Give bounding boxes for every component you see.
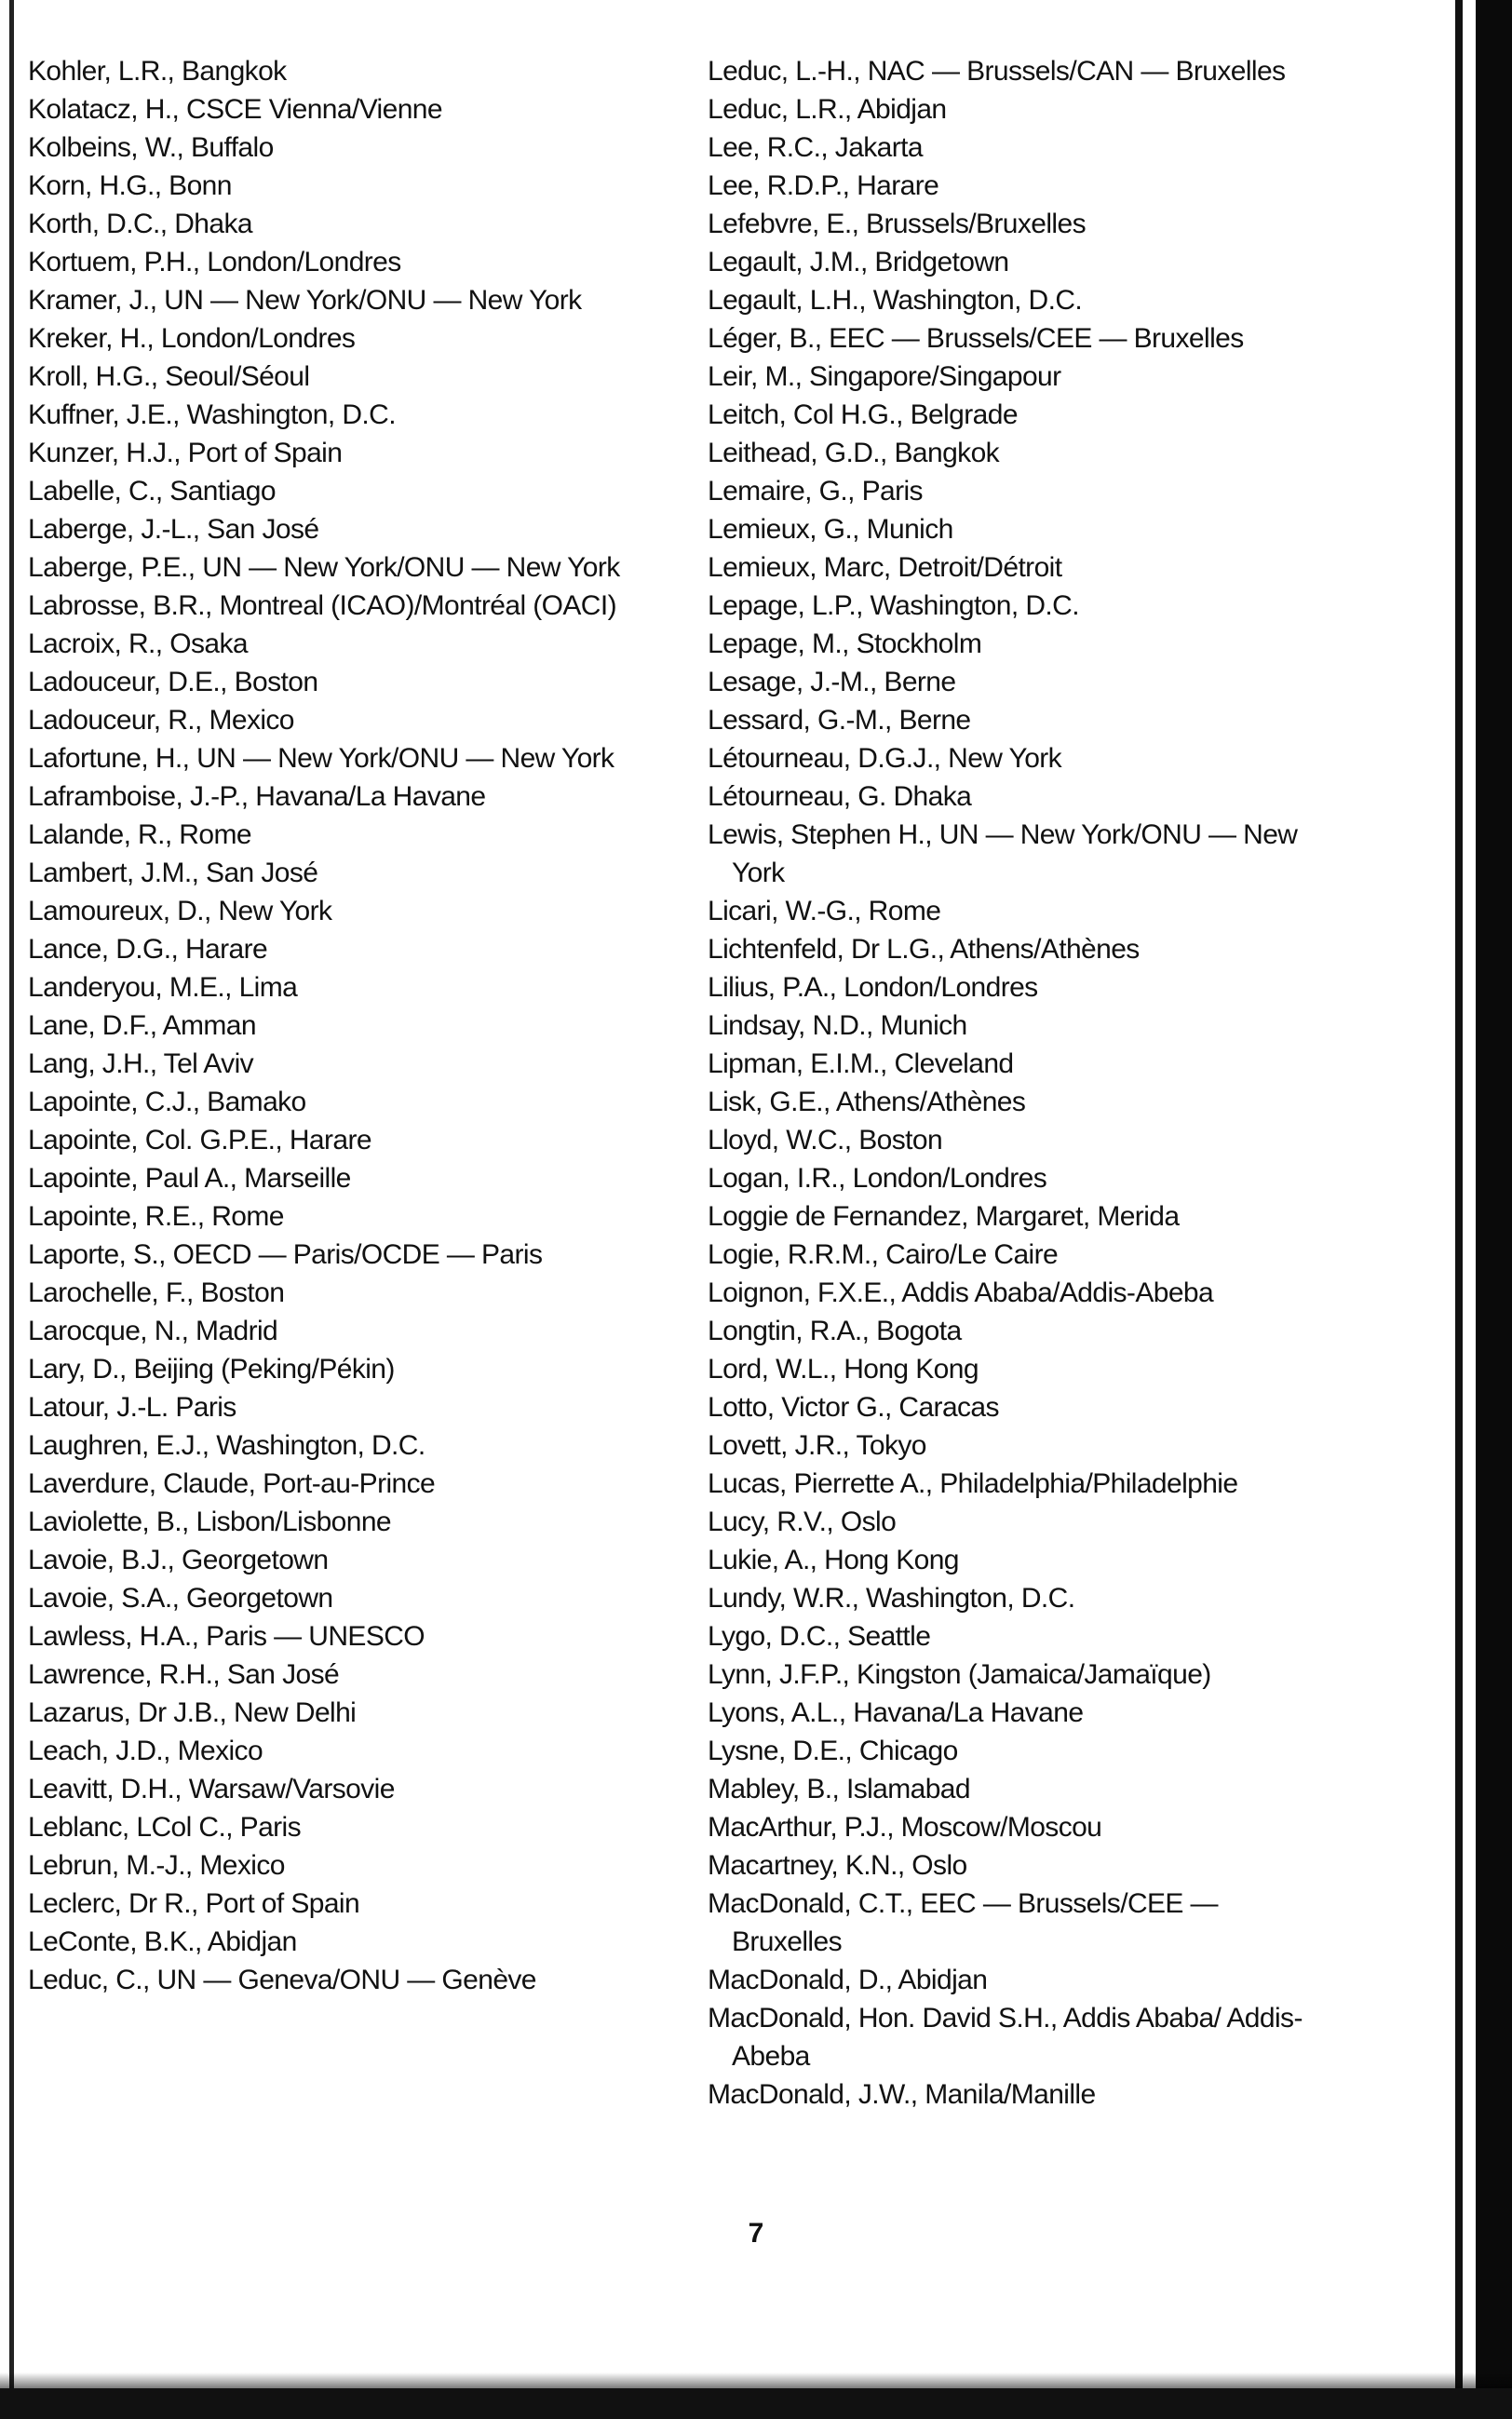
directory-entry: Lyons, A.L., Havana/La Havane	[708, 1697, 1084, 1728]
directory-entry: Logie, R.R.M., Cairo/Le Caire	[708, 1239, 1059, 1270]
directory-entry: Létourneau, D.G.J., New York	[708, 743, 1062, 774]
directory-entry: Laberge, P.E., UN — New York/ONU — New York	[28, 552, 620, 583]
directory-entry: Laviolette, B., Lisbon/Lisbonne	[28, 1507, 392, 1537]
directory-entry: Logan, I.R., London/Londres	[708, 1163, 1047, 1194]
directory-entry: Laframboise, J.-P., Havana/La Havane	[28, 781, 486, 812]
directory-column-left	[28, 52, 670, 1999]
directory-entry: Lalande, R., Rome	[28, 819, 251, 850]
directory-entry: Lepage, M., Stockholm	[708, 628, 982, 659]
directory-entry: Leir, M., Singapore/Singapour	[708, 361, 1061, 392]
directory-entry: Lord, W.L., Hong Kong	[708, 1354, 979, 1385]
directory-entry: Lefebvre, E., Brussels/Bruxelles	[708, 209, 1086, 239]
directory-entry: Lucas, Pierrette A., Philadelphia/Philadelphie	[708, 1468, 1238, 1499]
directory-entry: Kunzer, H.J., Port of Spain	[28, 438, 343, 468]
directory-entry: Lane, D.F., Amman	[28, 1010, 256, 1041]
directory-entry: Leclerc, Dr R., Port of Spain	[28, 1888, 360, 1919]
directory-entry: Lindsay, N.D., Munich	[708, 1010, 967, 1041]
directory-entry: Leach, J.D., Mexico	[28, 1736, 263, 1766]
directory-entry: Lemieux, G., Munich	[708, 514, 953, 545]
directory-entry: Leithead, G.D., Bangkok	[708, 438, 1000, 468]
directory-entry: Lemieux, Marc, Detroit/Détroit	[708, 552, 1062, 583]
directory-entry: Lesage, J.-M., Berne	[708, 667, 956, 697]
directory-entry: Létourneau, G. Dhaka	[708, 781, 972, 812]
directory-entry: Lygo, D.C., Seattle	[708, 1621, 931, 1652]
scan-shadow-bottom	[0, 2372, 1512, 2389]
directory-entry: Larochelle, F., Boston	[28, 1277, 285, 1308]
directory-entry: Larocque, N., Madrid	[28, 1316, 278, 1346]
directory-entry: Lucy, R.V., Oslo	[708, 1507, 897, 1537]
directory-entry: Macartney, K.N., Oslo	[708, 1850, 967, 1881]
directory-entry: Lapointe, R.E., Rome	[28, 1201, 284, 1232]
directory-entry: Lilius, P.A., London/Londres	[708, 972, 1038, 1003]
directory-entry: MacDonald, D., Abidjan	[708, 1965, 988, 1995]
directory-entry: MacDonald, C.T., EEC — Brussels/CEE — Bruxelles	[708, 1888, 1218, 1957]
directory-entry: Mabley, B., Islamabad	[708, 1774, 970, 1804]
directory-entry: Lance, D.G., Harare	[28, 934, 268, 965]
directory-entry: Kuffner, J.E., Washington, D.C.	[28, 399, 396, 430]
directory-entry: Lambert, J.M., San José	[28, 858, 318, 888]
directory-entry: Kohler, L.R., Bangkok	[28, 56, 287, 87]
directory-entry: Kolatacz, H., CSCE Vienna/Vienne	[28, 94, 442, 125]
directory-entry: Lloyd, W.C., Boston	[708, 1125, 943, 1155]
directory-entry: Lichtenfeld, Dr L.G., Athens/Athènes	[708, 934, 1140, 965]
directory-entry: Leavitt, D.H., Warsaw/Varsovie	[28, 1774, 395, 1804]
directory-entry: MacArthur, P.J., Moscow/Moscou	[708, 1812, 1102, 1843]
directory-entry: Lee, R.C., Jakarta	[708, 132, 923, 163]
directory-entry: Lavoie, B.J., Georgetown	[28, 1545, 329, 1575]
directory-entry: Lepage, L.P., Washington, D.C.	[708, 590, 1079, 621]
directory-entry: Lapointe, C.J., Bamako	[28, 1087, 306, 1117]
directory-entry: MacDonald, J.W., Manila/Manille	[708, 2079, 1096, 2110]
directory-entry: Leduc, L.-H., NAC — Brussels/CAN — Bruxelles	[708, 56, 1286, 87]
directory-entry: Lazarus, Dr J.B., New Delhi	[28, 1697, 357, 1728]
directory-entry: MacDonald, Hon. David S.H., Addis Ababa/ Addis-Abeba	[708, 2003, 1303, 2072]
directory-entry: Kramer, J., UN — New York/ONU — New York	[28, 285, 582, 316]
directory-entry: Ladouceur, R., Mexico	[28, 705, 294, 736]
directory-entry: Kolbeins, W., Buffalo	[28, 132, 274, 163]
directory-entry: Korth, D.C., Dhaka	[28, 209, 252, 239]
directory-entry: LeConte, B.K., Abidjan	[28, 1926, 297, 1957]
directory-entry: Laughren, E.J., Washington, D.C.	[28, 1430, 425, 1461]
directory-entry: Lisk, G.E., Athens/Athènes	[708, 1087, 1026, 1117]
directory-entry: Léger, B., EEC — Brussels/CEE — Bruxelles	[708, 323, 1244, 354]
directory-entry: Leblanc, LCol C., Paris	[28, 1812, 302, 1843]
directory-entry: Loignon, F.X.E., Addis Ababa/Addis-Abeba	[708, 1277, 1214, 1308]
directory-entry: Longtin, R.A., Bogota	[708, 1316, 962, 1346]
directory-entry: Kreker, H., London/Londres	[28, 323, 356, 354]
directory-entry: Lang, J.H., Tel Aviv	[28, 1048, 254, 1079]
directory-entry: Loggie de Fernandez, Margaret, Merida	[708, 1201, 1180, 1232]
directory-entry: Lebrun, M.-J., Mexico	[28, 1850, 285, 1881]
page-number: 7	[748, 2218, 764, 2249]
directory-entry: Leduc, L.R., Abidjan	[708, 94, 947, 125]
directory-entry: Lawless, H.A., Paris — UNESCO	[28, 1621, 425, 1652]
directory-entry: Leitch, Col H.G., Belgrade	[708, 399, 1018, 430]
directory-entry: Kortuem, P.H., London/Londres	[28, 247, 401, 277]
directory-entry: Lovett, J.R., Tokyo	[708, 1430, 926, 1461]
directory-entry: Lemaire, G., Paris	[708, 476, 923, 507]
directory-entry: Lotto, Victor G., Caracas	[708, 1392, 999, 1423]
directory-entry: Laberge, J.-L., San José	[28, 514, 319, 545]
directory-entry: Laporte, S., OECD — Paris/OCDE — Paris	[28, 1239, 543, 1270]
directory-entry: Lavoie, S.A., Georgetown	[28, 1583, 333, 1614]
directory-entry: Lee, R.D.P., Harare	[708, 170, 939, 201]
scan-border-bottom	[0, 2388, 1512, 2419]
directory-entry: Lary, D., Beijing (Peking/Pékin)	[28, 1354, 395, 1385]
directory-entry: Legault, J.M., Bridgetown	[708, 247, 1009, 277]
directory-entry: Leduc, C., UN — Geneva/ONU — Genève	[28, 1965, 536, 1995]
directory-entry: Lipman, E.I.M., Cleveland	[708, 1048, 1014, 1079]
directory-entry: Lundy, W.R., Washington, D.C.	[708, 1583, 1075, 1614]
directory-entry: Laverdure, Claude, Port-au-Prince	[28, 1468, 436, 1499]
directory-entry: Lessard, G.-M., Berne	[708, 705, 971, 736]
directory-entry: Lafortune, H., UN — New York/ONU — New York	[28, 743, 614, 774]
directory-entry: Ladouceur, D.E., Boston	[28, 667, 318, 697]
directory-entry: Labrosse, B.R., Montreal (ICAO)/Montréal (OACI)	[28, 590, 616, 621]
directory-entry: Landeryou, M.E., Lima	[28, 972, 298, 1003]
directory-entry: Lapointe, Col. G.P.E., Harare	[28, 1125, 371, 1155]
directory-entry: Korn, H.G., Bonn	[28, 170, 232, 201]
directory-entry: Latour, J.-L. Paris	[28, 1392, 236, 1423]
directory-entry: Lewis, Stephen H., UN — New York/ONU — New York	[708, 819, 1298, 888]
directory-entry: Lapointe, Paul A., Marseille	[28, 1163, 351, 1194]
directory-entry: Licari, W.-G., Rome	[708, 896, 941, 926]
directory-entry: Labelle, C., Santiago	[28, 476, 276, 507]
directory-column-right	[708, 52, 1313, 2114]
scan-border-right-outer	[1476, 0, 1512, 2419]
directory-entry: Legault, L.H., Washington, D.C.	[708, 285, 1083, 316]
directory-entry: Lysne, D.E., Chicago	[708, 1736, 958, 1766]
directory-entry: Lynn, J.F.P., Kingston (Jamaica/Jamaïque)	[708, 1659, 1211, 1690]
directory-entry: Lamoureux, D., New York	[28, 896, 332, 926]
directory-entry: Lukie, A., Hong Kong	[708, 1545, 959, 1575]
scan-border-right	[1455, 0, 1463, 2419]
directory-entry: Kroll, H.G., Seoul/Séoul	[28, 361, 310, 392]
directory-entry: Lacroix, R., Osaka	[28, 628, 248, 659]
directory-entry: Lawrence, R.H., San José	[28, 1659, 340, 1690]
scan-border-left	[9, 0, 14, 2419]
